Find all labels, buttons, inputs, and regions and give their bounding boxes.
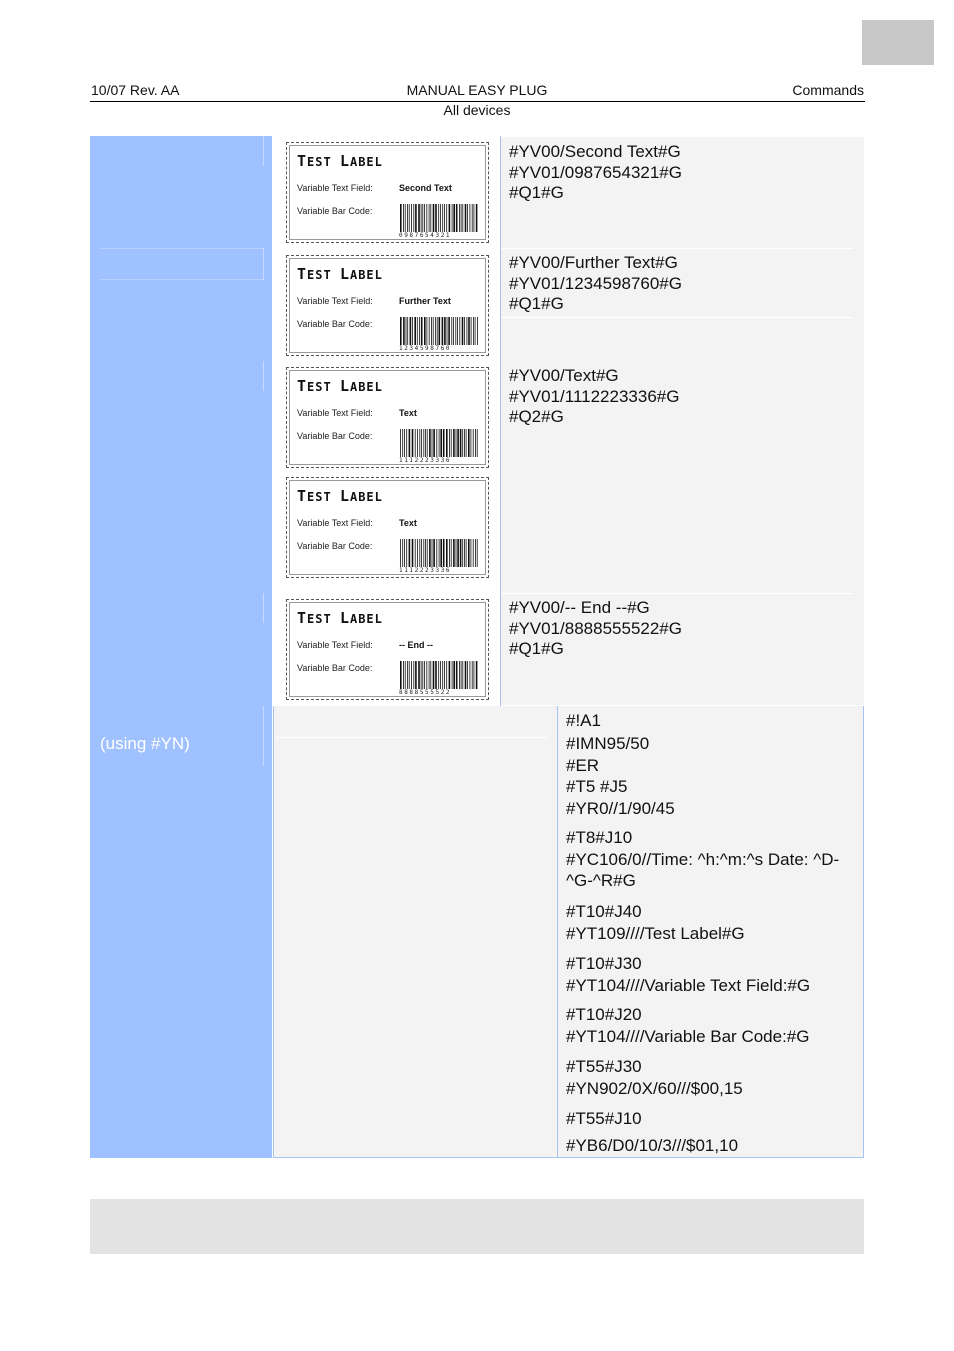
test-label-image — [286, 599, 489, 700]
barcode-bar — [453, 317, 454, 345]
command-line: #Q2#G — [509, 407, 564, 426]
command-line: #Q1#G — [509, 294, 564, 313]
barcode-bar — [443, 429, 445, 457]
label-bar-code-caption: Variable Bar Code: — [297, 206, 373, 216]
command-line: #YR0//1/90/45 — [566, 798, 675, 818]
command-line: #YT104////Variable Bar Code:#G — [566, 1026, 810, 1046]
barcode-bar — [400, 539, 401, 567]
barcode-bar — [421, 539, 422, 567]
barcode-bar — [456, 429, 457, 457]
command-line: #YV01/8888555522#G — [509, 618, 682, 638]
label-title: TEST LABEL — [297, 487, 383, 505]
label-text-value: Text — [399, 518, 417, 528]
barcode-graphic — [399, 204, 479, 232]
test-label-image — [286, 142, 489, 243]
barcode-bar — [440, 429, 442, 457]
barcode-bar — [459, 317, 460, 345]
barcode-bar — [466, 539, 467, 567]
label-bar-code-caption: Variable Bar Code: — [297, 319, 373, 329]
command-line: #YT109////Test Label#G — [566, 923, 745, 943]
barcode-bar — [449, 539, 450, 567]
barcode-bar — [418, 204, 420, 232]
barcode-bar — [429, 429, 431, 457]
lower-command-block — [566, 901, 745, 944]
barcode-bar — [405, 661, 406, 689]
label-text-field-caption: Variable Text Field: — [297, 640, 373, 650]
barcode-bar — [438, 661, 439, 689]
label-title: TEST LABEL — [297, 377, 383, 395]
command-line: #Q1#G — [509, 639, 564, 658]
command-line: #YV01/1234598760#G — [509, 273, 682, 293]
using-yn-note: (using #YN) — [100, 734, 190, 753]
barcode-bar — [437, 317, 438, 345]
barcode-bar — [460, 539, 462, 567]
label-text-value: Second Text — [399, 183, 452, 193]
label-text-value: -- End -- — [399, 640, 433, 650]
barcode-bar — [443, 539, 445, 567]
barcode-bar — [476, 661, 478, 689]
command-block — [509, 366, 679, 428]
label-text-field-caption: Variable Text Field: — [297, 408, 373, 418]
barcode-bar — [419, 539, 420, 567]
command-block — [509, 598, 682, 660]
barcode-bar — [467, 661, 468, 689]
barcode-bar — [402, 539, 403, 567]
table-left-column — [90, 136, 272, 1158]
barcode-bar — [406, 539, 407, 567]
barcode-bar — [456, 204, 458, 232]
barcode-bar — [421, 661, 422, 689]
left-column-vline — [263, 136, 264, 166]
barcode-bar — [423, 539, 424, 567]
label-text-field-caption: Variable Text Field: — [297, 183, 373, 193]
barcode-bar — [433, 429, 435, 457]
barcode-bar — [461, 661, 462, 689]
barcode-bar — [444, 204, 445, 232]
barcode-bar — [403, 204, 404, 232]
barcode-graphic — [399, 661, 479, 689]
command-line: #YV00/Further Text#G — [509, 253, 678, 272]
barcode-bar — [442, 204, 443, 232]
barcode-bar — [464, 539, 465, 567]
barcode-bar — [446, 661, 447, 689]
barcode-bar — [433, 661, 435, 689]
barcode-bar — [422, 204, 423, 232]
barcode-bar — [457, 429, 459, 457]
barcode-bar — [422, 661, 423, 689]
barcode-bar — [433, 204, 435, 232]
barcode-bar — [447, 317, 448, 345]
barcode-bar — [417, 317, 418, 345]
barcode-bar — [435, 661, 437, 689]
label-text-field-caption: Variable Text Field: — [297, 518, 373, 528]
barcode-bar — [468, 429, 470, 457]
barcode-bar — [444, 661, 445, 689]
command-line: #T5 #J5 — [566, 777, 628, 796]
barcode-number: 1112223336 — [399, 457, 452, 464]
barcode-bar — [423, 429, 424, 457]
barcode-bar — [410, 317, 412, 345]
barcode-bar — [415, 539, 416, 567]
barcode-bar — [453, 204, 455, 232]
barcode-bar — [415, 661, 417, 689]
lower-command-block — [566, 953, 810, 996]
barcode-bar — [427, 317, 428, 345]
barcode-bar — [424, 204, 425, 232]
barcode-bar — [475, 539, 476, 567]
barcode-bar — [404, 539, 405, 567]
label-bar-code-caption: Variable Bar Code: — [297, 663, 373, 673]
command-row-separator — [501, 593, 853, 594]
barcode-bar — [400, 429, 401, 457]
barcode-bar — [432, 429, 433, 457]
barcode-bar — [429, 204, 430, 232]
command-line: ^G-^R#G — [566, 871, 636, 890]
barcode-graphic — [399, 429, 479, 457]
lower-command-block — [566, 1108, 738, 1156]
barcode-bar — [411, 661, 412, 689]
barcode-bar — [477, 317, 478, 345]
barcode-bar — [402, 429, 403, 457]
barcode-bar — [456, 661, 458, 689]
label-text-value: Text — [399, 408, 417, 418]
label-bar-code-caption: Variable Bar Code: — [297, 431, 373, 441]
barcode-bar — [409, 539, 411, 567]
barcode-bar — [409, 429, 411, 457]
footer-band — [90, 1199, 864, 1254]
barcode-bar — [429, 539, 431, 567]
barcode-bar — [429, 661, 430, 689]
barcode-bar — [449, 204, 451, 232]
barcode-bar — [475, 317, 476, 345]
barcode-bar — [427, 429, 428, 457]
lower-command-block — [566, 827, 839, 892]
header-manual-title: MANUAL EASY PLUG — [406, 82, 548, 98]
command-line: #YC106/0//Time: ^h:^m:^s Date: ^D- — [566, 849, 840, 869]
barcode-bar — [439, 539, 440, 567]
barcode-bar — [466, 429, 467, 457]
barcode-bar — [433, 317, 434, 345]
barcode-bar — [438, 204, 439, 232]
barcode-bar — [413, 204, 414, 232]
barcode-bar — [412, 429, 414, 457]
barcode-bar — [446, 204, 447, 232]
left-column-vline — [263, 248, 264, 280]
barcode-bar — [400, 204, 402, 232]
corner-tab-box — [862, 20, 934, 65]
barcode-bar — [451, 539, 452, 567]
barcode-bar — [409, 661, 410, 689]
barcode-bar — [474, 204, 475, 232]
left-column-separator — [100, 248, 263, 249]
barcode-bar — [421, 204, 422, 232]
barcode-bar — [439, 429, 440, 457]
barcode-bar — [457, 317, 458, 345]
barcode-bar — [430, 204, 431, 232]
command-block — [509, 142, 682, 204]
command-line: #IMN95/50 — [566, 734, 650, 753]
command-line: #T55#J30 — [566, 1057, 642, 1076]
barcode-graphic — [399, 317, 479, 345]
barcode-bar — [457, 539, 459, 567]
barcode-bar — [406, 317, 407, 345]
barcode-bar — [400, 317, 402, 345]
barcode-bar — [474, 661, 475, 689]
barcode-bar — [471, 539, 472, 567]
barcode-bar — [415, 204, 417, 232]
label-bar-code-caption: Variable Bar Code: — [297, 541, 373, 551]
barcode-bar — [471, 317, 472, 345]
command-block — [509, 253, 682, 315]
barcode-bar — [451, 317, 452, 345]
barcode-bar — [472, 204, 473, 232]
command-line: #YT104////Variable Text Field:#G — [566, 975, 811, 995]
barcode-bar — [411, 204, 412, 232]
barcode-bar — [440, 661, 441, 689]
barcode-bar — [430, 661, 431, 689]
barcode-bar — [468, 539, 470, 567]
lower-command-block — [566, 733, 675, 819]
barcode-bar — [427, 539, 428, 567]
barcode-bar — [407, 317, 408, 345]
barcode-bar — [442, 661, 443, 689]
barcode-bar — [476, 204, 478, 232]
header-revision: 10/07 Rev. AA — [91, 82, 180, 98]
lower-left-separator — [276, 737, 548, 738]
barcode-bar — [425, 429, 426, 457]
barcode-bar — [407, 661, 408, 689]
barcode-bar — [414, 317, 416, 345]
command-row-separator — [501, 248, 853, 249]
header-section: Commands — [792, 82, 864, 98]
command-line: #T10#J40 — [566, 902, 642, 921]
label-title: TEST LABEL — [297, 265, 383, 283]
barcode-bar — [464, 317, 465, 345]
barcode-bar — [462, 539, 463, 567]
lower-left-cell — [273, 706, 557, 1158]
command-line: #T8#J10 — [566, 828, 633, 847]
header-subtitle: All devices — [443, 102, 511, 118]
left-column-separator — [100, 279, 263, 280]
command-line: #!A1 — [566, 711, 601, 730]
barcode-bar — [431, 317, 432, 345]
barcode-bar — [436, 429, 437, 457]
barcode-bar — [465, 204, 467, 232]
barcode-bar — [473, 317, 474, 345]
command-line: #YV00/Text#G — [509, 366, 619, 385]
label-text-value: Further Text — [399, 296, 451, 306]
barcode-bar — [470, 661, 471, 689]
barcode-bar — [477, 429, 478, 457]
barcode-bar — [435, 204, 437, 232]
barcode-bar — [432, 539, 433, 567]
barcode-bar — [400, 661, 402, 689]
barcode-bar — [459, 661, 460, 689]
barcode-bar — [412, 317, 413, 345]
barcode-bar — [470, 204, 471, 232]
barcode-bar — [439, 317, 441, 345]
barcode-bar — [421, 429, 422, 457]
barcode-bar — [471, 429, 472, 457]
barcode-bar — [449, 661, 451, 689]
barcode-bar — [472, 661, 473, 689]
barcode-bar — [436, 539, 437, 567]
barcode-bar — [442, 317, 444, 345]
command-line: #YN902/0X/60///$00,15 — [566, 1078, 743, 1098]
lower-command-block — [566, 710, 601, 732]
command-line: #T55#J10 — [566, 1109, 642, 1128]
command-line: #T10#J30 — [566, 954, 642, 973]
barcode-bar — [453, 539, 455, 567]
barcode-bar — [418, 661, 420, 689]
barcode-bar — [435, 317, 436, 345]
barcode-bar — [467, 204, 468, 232]
barcode-graphic — [399, 539, 479, 567]
barcode-bar — [444, 317, 446, 345]
test-label-image — [286, 255, 489, 356]
barcode-bar — [475, 429, 476, 457]
barcode-bar — [452, 661, 453, 689]
barcode-number: 1112223336 — [399, 567, 452, 574]
barcode-bar — [429, 317, 430, 345]
barcode-bar — [462, 204, 463, 232]
barcode-bar — [426, 204, 427, 232]
barcode-bar — [468, 317, 470, 345]
barcode-bar — [405, 204, 406, 232]
barcode-bar — [460, 429, 462, 457]
command-line: #YB6/D0/10/3///$01,10 — [566, 1135, 739, 1155]
lower-command-block — [566, 1004, 810, 1047]
label-text-field-caption: Variable Text Field: — [297, 296, 373, 306]
command-line: #ER — [566, 755, 600, 775]
barcode-bar — [451, 429, 452, 457]
barcode-bar — [419, 429, 420, 457]
label-title: TEST LABEL — [297, 152, 383, 170]
command-line: #YV00/Second Text#G — [509, 142, 681, 161]
barcode-bar — [407, 204, 408, 232]
left-column-vline — [263, 361, 264, 391]
barcode-bar — [412, 539, 414, 567]
barcode-bar — [440, 539, 442, 567]
barcode-bar — [453, 429, 455, 457]
command-line: #Q1#G — [509, 183, 564, 202]
barcode-bar — [461, 204, 462, 232]
barcode-bar — [473, 429, 474, 457]
barcode-number: 8888555522 — [399, 689, 452, 696]
barcode-bar — [424, 661, 425, 689]
barcode-bar — [462, 429, 463, 457]
barcode-bar — [449, 429, 450, 457]
barcode-bar — [426, 661, 427, 689]
barcode-bar — [446, 429, 448, 457]
command-line: #YV01/1112223336#G — [509, 386, 680, 406]
barcode-bar — [403, 661, 404, 689]
test-label-image — [286, 477, 489, 578]
barcode-bar — [467, 317, 468, 345]
test-label-image — [286, 367, 489, 468]
barcode-bar — [425, 539, 426, 567]
barcode-bar — [465, 661, 467, 689]
lower-command-block — [566, 1056, 743, 1099]
barcode-bar — [403, 317, 405, 345]
barcode-number: 1234598760 — [399, 345, 452, 352]
barcode-bar — [446, 539, 448, 567]
barcode-bar — [456, 539, 457, 567]
barcode-bar — [424, 317, 426, 345]
barcode-bar — [406, 429, 407, 457]
command-row-separator — [501, 317, 853, 318]
barcode-bar — [417, 429, 418, 457]
command-line: #YV01/0987654321#G — [509, 162, 682, 182]
left-column-vline — [263, 706, 264, 766]
barcode-bar — [419, 317, 420, 345]
barcode-bar — [462, 317, 464, 345]
barcode-bar — [421, 317, 423, 345]
command-line: #T10#J20 — [566, 1005, 642, 1024]
barcode-bar — [453, 661, 455, 689]
label-title: TEST LABEL — [297, 609, 383, 627]
barcode-bar — [415, 429, 416, 457]
barcode-bar — [433, 539, 435, 567]
barcode-bar — [417, 539, 418, 567]
barcode-bar — [464, 429, 465, 457]
barcode-bar — [473, 539, 474, 567]
barcode-bar — [477, 539, 478, 567]
barcode-bar — [440, 204, 441, 232]
example-table — [90, 136, 865, 1160]
left-column-vline — [263, 593, 264, 623]
barcode-bar — [413, 661, 414, 689]
barcode-number: 0987654321 — [399, 232, 452, 239]
command-line: #YV00/-- End --#G — [509, 598, 650, 617]
barcode-bar — [459, 204, 460, 232]
barcode-bar — [462, 661, 463, 689]
barcode-bar — [404, 429, 405, 457]
barcode-bar — [409, 204, 410, 232]
barcode-bar — [448, 317, 450, 345]
barcode-bar — [452, 204, 453, 232]
barcode-bar — [455, 317, 456, 345]
